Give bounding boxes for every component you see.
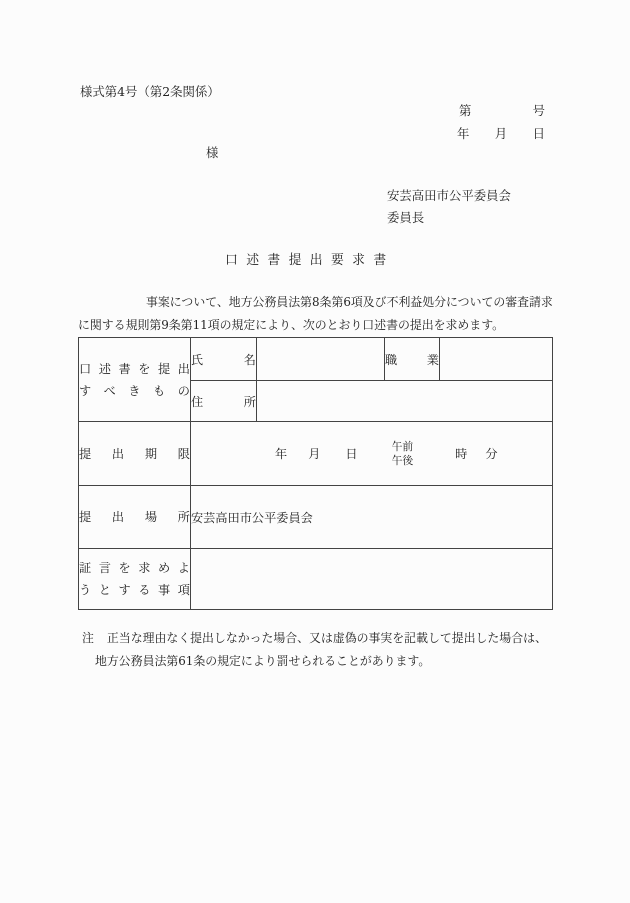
document-title: 口述書提出要求書	[225, 253, 395, 268]
issuer-organization: 安芸高田市公平委員会	[387, 188, 511, 203]
deadline-ampm-label	[392, 440, 414, 467]
submitter-label-cell	[79, 338, 191, 422]
date-month-label: 月	[494, 126, 508, 141]
request-table	[78, 337, 553, 610]
deadline-am-label: 午前	[391, 440, 414, 453]
place-label: 提出場所	[79, 510, 190, 524]
submitter-label-line2: すべきもの	[79, 383, 190, 398]
note-line-2: 地方公務員法第61条の規定により罰せられることがあります。	[95, 654, 431, 668]
place-value-cell: 安芸高田市公平委員会	[191, 486, 553, 549]
deadline-year-label: 年	[275, 447, 288, 461]
testimony-label-cell	[79, 549, 191, 610]
deadline-minute-label: 分	[485, 447, 498, 461]
document-number-line	[459, 102, 545, 119]
address-value-cell	[257, 381, 553, 422]
date-line	[457, 125, 545, 142]
note	[82, 627, 547, 673]
occupation-label-cell: 職業	[385, 338, 440, 381]
deadline-month-label: 月	[308, 447, 321, 461]
name-label-cell: 氏名	[191, 338, 257, 381]
name-value-cell	[257, 338, 385, 381]
issuer-title: 委員長	[387, 210, 425, 225]
deadline-value-cell	[191, 422, 553, 486]
date-day-label: 日	[532, 126, 545, 141]
deadline-day-label: 日	[345, 447, 358, 461]
deadline-pm-label: 午後	[391, 453, 414, 467]
doc-number-prefix: 第	[459, 103, 472, 118]
deadline-label-cell	[79, 422, 191, 486]
form-id: 様式第4号（第2条関係）	[80, 84, 220, 99]
body-paragraph	[78, 291, 578, 336]
deadline-label: 提出期限	[79, 446, 190, 461]
testimony-label-line2: うとする事項	[79, 583, 190, 597]
testimony-label-line1: 証言を求めよ	[79, 561, 190, 575]
note-marker: 注	[82, 631, 94, 645]
submitter-label-line1: 口述書を提出	[79, 361, 190, 376]
testimony-value-cell	[191, 549, 553, 610]
addressee-honorific: 様	[206, 145, 219, 160]
deadline-hour-label: 時	[455, 447, 468, 461]
date-year-label: 年	[457, 126, 470, 141]
place-label-cell	[79, 486, 191, 549]
address-label-cell: 住所	[191, 381, 257, 422]
note-line-1: 正当な理由なく提出しなかった場合、又は虚偽の事実を記載して提出した場合は、	[106, 631, 547, 645]
occupation-value-cell	[440, 338, 553, 381]
doc-number-suffix: 号	[532, 103, 545, 118]
body-line-2: に関する規則第9条第11項の規定により、次のとおり口述書の提出を求めます。	[78, 317, 505, 332]
body-line-1: 事案について、地方公務員法第8条第6項及び不利益処分についての審査請求	[146, 295, 553, 309]
